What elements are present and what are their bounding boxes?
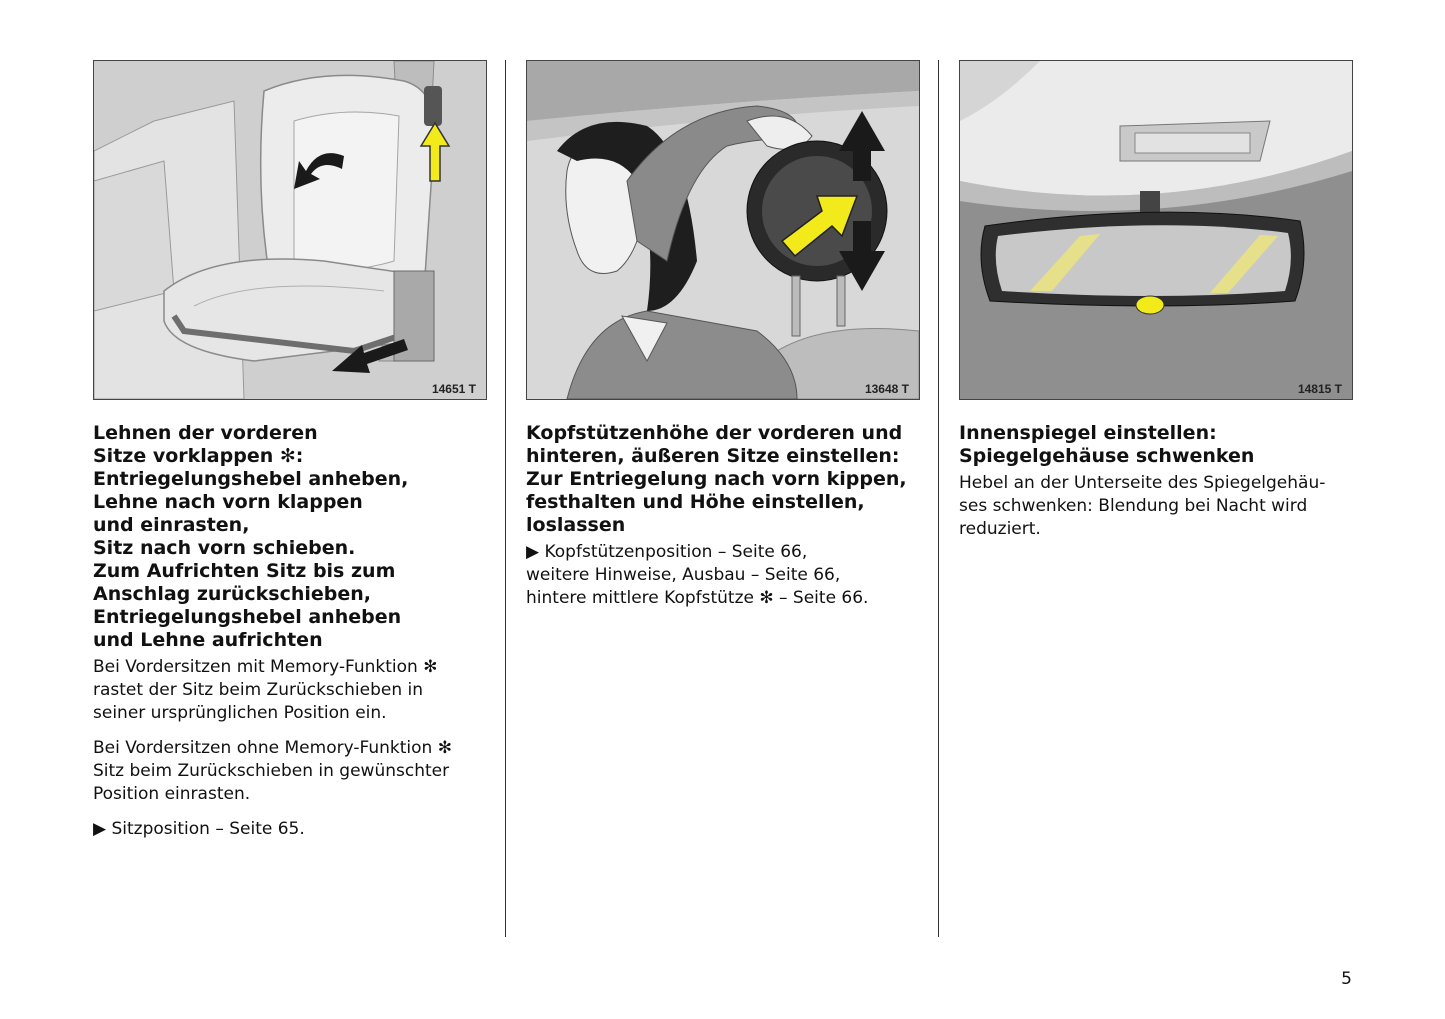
figure-head-restraint	[526, 60, 920, 400]
column-interior-mirror	[959, 60, 1353, 541]
text-line: Hebel an der Unterseite des Spiegelgehäu-	[959, 473, 1326, 493]
text-line: Position einrasten.	[93, 784, 251, 804]
heading-line: Entriegelungshebel anheben	[93, 606, 402, 628]
text-line: ses schwenken: Blendung bei Nacht wird	[959, 496, 1308, 516]
section-heading	[959, 422, 1353, 468]
text-line: seiner ursprünglichen Position ein.	[93, 703, 387, 723]
heading-line: Entriegelungshebel anheben,	[93, 468, 409, 490]
heading-line: Lehne nach vorn klappen	[93, 491, 363, 513]
text-line: ▶ Kopfstützenposition – Seite 66,	[526, 542, 808, 562]
text-line: weitere Hinweise, Ausbau – Seite 66,	[526, 565, 841, 585]
heading-line: festhalten und Höhe einstellen,	[526, 491, 865, 513]
heading-line: Sitz nach vorn schieben.	[93, 537, 356, 559]
head-restraint-illustration	[527, 61, 919, 399]
column-divider	[938, 60, 939, 937]
figure-code: 14651 T	[431, 382, 476, 396]
text-line: ▶ Sitzposition – Seite 65.	[93, 819, 305, 839]
figure-code: 14815 T	[1297, 382, 1342, 396]
page-number: 5	[1341, 969, 1352, 989]
column-seat-fold	[93, 60, 487, 841]
paragraph-memory	[93, 656, 487, 725]
cross-reference	[93, 818, 487, 841]
text-line: reduziert.	[959, 519, 1041, 539]
column-divider	[505, 60, 506, 937]
heading-line: Spiegelgehäuse schwenken	[959, 445, 1255, 467]
heading-line: Kopfstützenhöhe der vorderen und	[526, 422, 903, 444]
heading-line: und Lehne aufrichten	[93, 629, 323, 651]
section-heading	[526, 422, 920, 537]
mirror-illustration	[960, 61, 1352, 399]
heading-line: Innenspiegel einstellen:	[959, 422, 1217, 444]
figure-seat-fold	[93, 60, 487, 400]
heading-line: Sitze vorklappen ✻:	[93, 445, 304, 467]
paragraph-mirror	[959, 472, 1353, 541]
section-heading	[93, 422, 487, 652]
heading-line: loslassen	[526, 514, 626, 536]
text-line: Bei Vordersitzen mit Memory-Funktion ✻	[93, 657, 438, 677]
text-line: Sitz beim Zurückschieben in gewünschter	[93, 761, 450, 781]
heading-line: Anschlag zurückschieben,	[93, 583, 371, 605]
heading-line: Zur Entriegelung nach vorn kippen,	[526, 468, 907, 490]
text-line: Bei Vordersitzen ohne Memory-Funktion ✻	[93, 738, 452, 758]
heading-line: hinteren, äußeren Sitze einstellen:	[526, 445, 900, 467]
paragraph-no-memory	[93, 737, 487, 806]
figure-code: 13648 T	[864, 382, 909, 396]
seat-illustration	[94, 61, 486, 399]
text-line: rastet der Sitz beim Zurückschieben in	[93, 680, 424, 700]
figure-interior-mirror	[959, 60, 1353, 400]
column-head-restraint	[526, 60, 920, 610]
cross-reference	[526, 541, 920, 610]
heading-line: Lehnen der vorderen	[93, 422, 318, 444]
heading-line: und einrasten,	[93, 514, 250, 536]
heading-line: Zum Aufrichten Sitz bis zum	[93, 560, 396, 582]
text-line: hintere mittlere Kopfstütze ✻ – Seite 66.	[526, 588, 869, 608]
